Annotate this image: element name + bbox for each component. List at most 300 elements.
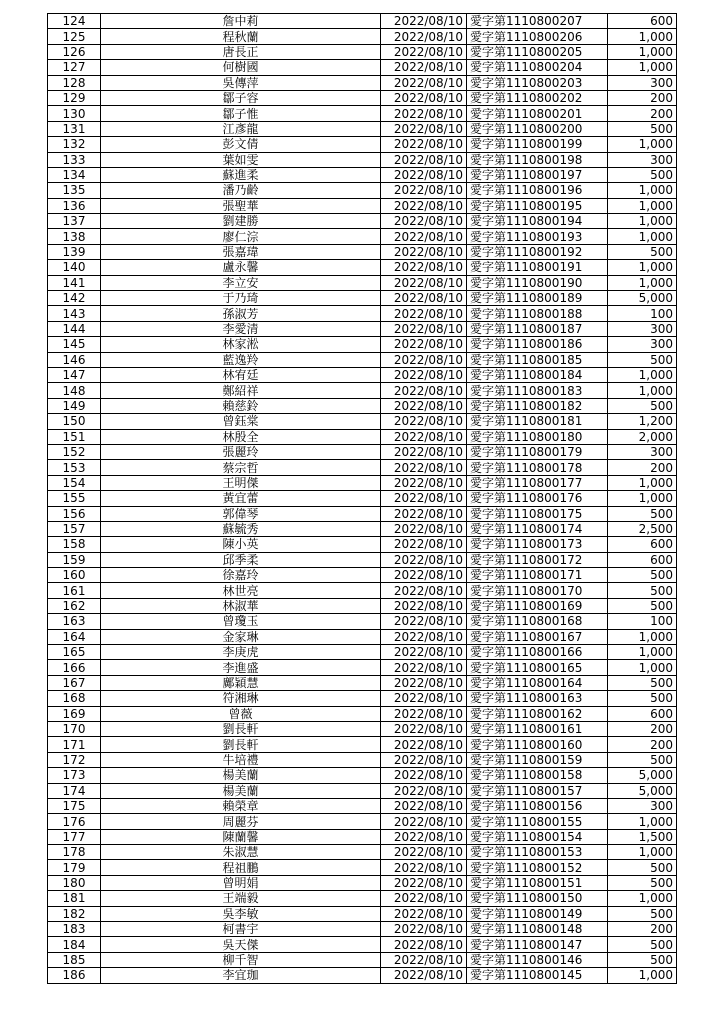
table-row [48, 121, 677, 136]
table-row [48, 214, 677, 229]
donor-name-cell: 符湘琳 [101, 691, 381, 706]
receipt-number-cell: 愛字第1110800172 [467, 552, 608, 567]
serial-number-cell: 128 [48, 75, 101, 90]
donor-name-cell: 潘乃齡 [101, 183, 381, 198]
donor-name-cell: 張聖華 [101, 198, 381, 213]
table-row [48, 875, 677, 890]
receipt-number-cell: 愛字第1110800180 [467, 429, 608, 444]
serial-number-cell: 163 [48, 614, 101, 629]
donation-date-cell: 2022/08/10 [381, 521, 467, 536]
table-row [48, 460, 677, 475]
receipt-number-cell: 愛字第1110800194 [467, 214, 608, 229]
amount-cell: 1,000 [608, 660, 677, 675]
donor-name-cell: 楊美蘭 [101, 768, 381, 783]
amount-cell: 1,000 [608, 44, 677, 59]
donation-date-cell: 2022/08/10 [381, 214, 467, 229]
donor-name-cell: 張麗玲 [101, 444, 381, 459]
amount-cell: 600 [608, 552, 677, 567]
donor-name-cell: 賴慈鈴 [101, 398, 381, 413]
receipt-number-cell: 愛字第1110800191 [467, 260, 608, 275]
receipt-number-cell: 愛字第1110800162 [467, 706, 608, 721]
donor-name-cell: 郭偉琴 [101, 506, 381, 521]
table-row [48, 783, 677, 798]
receipt-number-cell: 愛字第1110800197 [467, 167, 608, 182]
serial-number-cell: 167 [48, 675, 101, 690]
donor-name-cell: 吳天傑 [101, 937, 381, 952]
amount-cell: 500 [608, 598, 677, 613]
donor-name-cell: 詹中莉 [101, 14, 381, 29]
amount-cell: 100 [608, 306, 677, 321]
donation-date-cell: 2022/08/10 [381, 598, 467, 613]
receipt-number-cell: 愛字第1110800178 [467, 460, 608, 475]
serial-number-cell: 164 [48, 629, 101, 644]
donor-name-cell: 邱季柔 [101, 552, 381, 567]
amount-cell: 1,000 [608, 229, 677, 244]
receipt-number-cell: 愛字第1110800151 [467, 875, 608, 890]
serial-number-cell: 133 [48, 152, 101, 167]
serial-number-cell: 151 [48, 429, 101, 444]
amount-cell: 1,000 [608, 137, 677, 152]
amount-cell: 600 [608, 537, 677, 552]
table-row [48, 568, 677, 583]
donation-date-cell: 2022/08/10 [381, 291, 467, 306]
serial-number-cell: 136 [48, 198, 101, 213]
donor-name-cell: 陳蘭馨 [101, 829, 381, 844]
table-row [48, 106, 677, 121]
receipt-number-cell: 愛字第1110800149 [467, 906, 608, 921]
serial-number-cell: 170 [48, 721, 101, 736]
donation-date-cell: 2022/08/10 [381, 44, 467, 59]
table-row [48, 291, 677, 306]
receipt-number-cell: 愛字第1110800145 [467, 968, 608, 983]
donor-name-cell: 李宜珈 [101, 968, 381, 983]
amount-cell: 300 [608, 75, 677, 90]
amount-cell: 1,000 [608, 198, 677, 213]
receipt-number-cell: 愛字第1110800205 [467, 44, 608, 59]
serial-number-cell: 173 [48, 768, 101, 783]
donor-name-cell: 柳千智 [101, 952, 381, 967]
table-row [48, 152, 677, 167]
donation-date-cell: 2022/08/10 [381, 645, 467, 660]
receipt-number-cell: 愛字第1110800192 [467, 244, 608, 259]
donation-date-cell: 2022/08/10 [381, 29, 467, 44]
donor-name-cell: 楊美蘭 [101, 783, 381, 798]
donor-name-cell: 江彥龍 [101, 121, 381, 136]
donation-date-cell: 2022/08/10 [381, 629, 467, 644]
donation-date-cell: 2022/08/10 [381, 891, 467, 906]
serial-number-cell: 141 [48, 275, 101, 290]
amount-cell: 500 [608, 398, 677, 413]
receipt-number-cell: 愛字第1110800196 [467, 183, 608, 198]
receipt-number-cell: 愛字第1110800185 [467, 352, 608, 367]
receipt-number-cell: 愛字第1110800184 [467, 367, 608, 382]
amount-cell: 100 [608, 614, 677, 629]
serial-number-cell: 183 [48, 922, 101, 937]
donor-name-cell: 李立安 [101, 275, 381, 290]
table-row [48, 306, 677, 321]
amount-cell: 500 [608, 352, 677, 367]
receipt-number-cell: 愛字第1110800204 [467, 60, 608, 75]
donation-date-cell: 2022/08/10 [381, 137, 467, 152]
donation-date-cell: 2022/08/10 [381, 537, 467, 552]
donor-name-cell: 蔡宗哲 [101, 460, 381, 475]
amount-cell: 1,000 [608, 383, 677, 398]
donation-date-cell: 2022/08/10 [381, 106, 467, 121]
receipt-number-cell: 愛字第1110800206 [467, 29, 608, 44]
serial-number-cell: 157 [48, 521, 101, 536]
donation-date-cell: 2022/08/10 [381, 614, 467, 629]
amount-cell: 1,000 [608, 968, 677, 983]
receipt-number-cell: 愛字第1110800146 [467, 952, 608, 967]
table-row [48, 414, 677, 429]
donor-name-cell: 鄺穎慧 [101, 675, 381, 690]
receipt-number-cell: 愛字第1110800200 [467, 121, 608, 136]
receipt-number-cell: 愛字第1110800177 [467, 475, 608, 490]
receipt-number-cell: 愛字第1110800155 [467, 814, 608, 829]
amount-cell: 300 [608, 444, 677, 459]
donor-name-cell: 程祖鵬 [101, 860, 381, 875]
table-row [48, 583, 677, 598]
donation-date-cell: 2022/08/10 [381, 552, 467, 567]
serial-number-cell: 169 [48, 706, 101, 721]
amount-cell: 500 [608, 937, 677, 952]
donor-name-cell: 柯書宇 [101, 922, 381, 937]
table-row [48, 90, 677, 105]
amount-cell: 5,000 [608, 783, 677, 798]
table-row [48, 814, 677, 829]
table-row [48, 537, 677, 552]
donation-date-cell: 2022/08/10 [381, 60, 467, 75]
serial-number-cell: 156 [48, 506, 101, 521]
serial-number-cell: 140 [48, 260, 101, 275]
serial-number-cell: 171 [48, 737, 101, 752]
receipt-number-cell: 愛字第1110800166 [467, 645, 608, 660]
donation-date-cell: 2022/08/10 [381, 568, 467, 583]
serial-number-cell: 148 [48, 383, 101, 398]
donation-date-cell: 2022/08/10 [381, 367, 467, 382]
serial-number-cell: 144 [48, 321, 101, 336]
serial-number-cell: 127 [48, 60, 101, 75]
serial-number-cell: 137 [48, 214, 101, 229]
serial-number-cell: 152 [48, 444, 101, 459]
table-row [48, 891, 677, 906]
amount-cell: 1,000 [608, 645, 677, 660]
amount-cell: 1,000 [608, 183, 677, 198]
donor-name-cell: 林家淞 [101, 337, 381, 352]
receipt-number-cell: 愛字第1110800154 [467, 829, 608, 844]
serial-number-cell: 185 [48, 952, 101, 967]
receipt-number-cell: 愛字第1110800152 [467, 860, 608, 875]
donor-name-cell: 林宥廷 [101, 367, 381, 382]
amount-cell: 1,000 [608, 491, 677, 506]
donation-date-cell: 2022/08/10 [381, 660, 467, 675]
receipt-number-cell: 愛字第1110800160 [467, 737, 608, 752]
donor-name-cell: 張嘉瑋 [101, 244, 381, 259]
table-row [48, 706, 677, 721]
table-row [48, 845, 677, 860]
serial-number-cell: 154 [48, 475, 101, 490]
serial-number-cell: 182 [48, 906, 101, 921]
donor-name-cell: 黃宜蕾 [101, 491, 381, 506]
serial-number-cell: 174 [48, 783, 101, 798]
amount-cell: 500 [608, 875, 677, 890]
donation-date-cell: 2022/08/10 [381, 429, 467, 444]
amount-cell: 1,200 [608, 414, 677, 429]
table-row [48, 352, 677, 367]
receipt-number-cell: 愛字第1110800183 [467, 383, 608, 398]
donor-name-cell: 吳李敏 [101, 906, 381, 921]
serial-number-cell: 158 [48, 537, 101, 552]
donation-date-cell: 2022/08/10 [381, 244, 467, 259]
serial-number-cell: 139 [48, 244, 101, 259]
table-row [48, 829, 677, 844]
donation-date-cell: 2022/08/10 [381, 798, 467, 813]
receipt-number-cell: 愛字第1110800179 [467, 444, 608, 459]
amount-cell: 200 [608, 922, 677, 937]
amount-cell: 500 [608, 675, 677, 690]
donation-date-cell: 2022/08/10 [381, 768, 467, 783]
amount-cell: 300 [608, 337, 677, 352]
donation-date-cell: 2022/08/10 [381, 306, 467, 321]
donor-name-cell: 李進盛 [101, 660, 381, 675]
donation-date-cell: 2022/08/10 [381, 383, 467, 398]
donor-name-cell: 盧永馨 [101, 260, 381, 275]
serial-number-cell: 147 [48, 367, 101, 382]
receipt-number-cell: 愛字第1110800168 [467, 614, 608, 629]
donation-date-cell: 2022/08/10 [381, 675, 467, 690]
table-row [48, 244, 677, 259]
receipt-number-cell: 愛字第1110800158 [467, 768, 608, 783]
amount-cell: 1,000 [608, 29, 677, 44]
table-row [48, 275, 677, 290]
table-row [48, 521, 677, 536]
table-row [48, 552, 677, 567]
serial-number-cell: 146 [48, 352, 101, 367]
amount-cell: 500 [608, 583, 677, 598]
table-row [48, 721, 677, 736]
serial-number-cell: 131 [48, 121, 101, 136]
amount-cell: 500 [608, 568, 677, 583]
table-row [48, 198, 677, 213]
amount-cell: 1,500 [608, 829, 677, 844]
donation-date-cell: 2022/08/10 [381, 460, 467, 475]
table-row [48, 475, 677, 490]
receipt-number-cell: 愛字第1110800164 [467, 675, 608, 690]
table-row [48, 337, 677, 352]
donation-date-cell: 2022/08/10 [381, 814, 467, 829]
table-body [48, 14, 677, 984]
amount-cell: 200 [608, 90, 677, 105]
receipt-number-cell: 愛字第1110800163 [467, 691, 608, 706]
table-row [48, 491, 677, 506]
donor-name-cell: 曾鈺棠 [101, 414, 381, 429]
serial-number-cell: 142 [48, 291, 101, 306]
table-row [48, 29, 677, 44]
serial-number-cell: 172 [48, 752, 101, 767]
donation-table [47, 13, 677, 984]
donor-name-cell: 林殷全 [101, 429, 381, 444]
donation-ledger [47, 13, 676, 984]
donor-name-cell: 朱淑慧 [101, 845, 381, 860]
serial-number-cell: 165 [48, 645, 101, 660]
serial-number-cell: 181 [48, 891, 101, 906]
receipt-number-cell: 愛字第1110800174 [467, 521, 608, 536]
table-row [48, 183, 677, 198]
donor-name-cell: 周麗芬 [101, 814, 381, 829]
donor-name-cell: 曾瓊玉 [101, 614, 381, 629]
receipt-number-cell: 愛字第1110800159 [467, 752, 608, 767]
serial-number-cell: 150 [48, 414, 101, 429]
amount-cell: 500 [608, 506, 677, 521]
receipt-number-cell: 愛字第1110800189 [467, 291, 608, 306]
donor-name-cell: 劉長軒 [101, 721, 381, 736]
serial-number-cell: 124 [48, 14, 101, 29]
donation-date-cell: 2022/08/10 [381, 321, 467, 336]
donation-date-cell: 2022/08/10 [381, 845, 467, 860]
receipt-number-cell: 愛字第1110800195 [467, 198, 608, 213]
amount-cell: 200 [608, 737, 677, 752]
donor-name-cell: 蘇進柔 [101, 167, 381, 182]
donor-name-cell: 劉長軒 [101, 737, 381, 752]
receipt-number-cell: 愛字第1110800187 [467, 321, 608, 336]
table-row [48, 675, 677, 690]
amount-cell: 500 [608, 121, 677, 136]
donation-date-cell: 2022/08/10 [381, 398, 467, 413]
serial-number-cell: 168 [48, 691, 101, 706]
donation-date-cell: 2022/08/10 [381, 491, 467, 506]
donation-date-cell: 2022/08/10 [381, 260, 467, 275]
serial-number-cell: 153 [48, 460, 101, 475]
table-row [48, 260, 677, 275]
serial-number-cell: 175 [48, 798, 101, 813]
serial-number-cell: 149 [48, 398, 101, 413]
amount-cell: 1,000 [608, 260, 677, 275]
receipt-number-cell: 愛字第1110800198 [467, 152, 608, 167]
donation-date-cell: 2022/08/10 [381, 706, 467, 721]
serial-number-cell: 161 [48, 583, 101, 598]
table-row [48, 506, 677, 521]
serial-number-cell: 177 [48, 829, 101, 844]
amount-cell: 300 [608, 152, 677, 167]
serial-number-cell: 135 [48, 183, 101, 198]
receipt-number-cell: 愛字第1110800203 [467, 75, 608, 90]
donor-name-cell: 李庚虎 [101, 645, 381, 660]
table-row [48, 629, 677, 644]
amount-cell: 500 [608, 952, 677, 967]
amount-cell: 500 [608, 752, 677, 767]
table-row [48, 645, 677, 660]
table-row [48, 229, 677, 244]
table-row [48, 968, 677, 983]
donation-date-cell: 2022/08/10 [381, 475, 467, 490]
receipt-number-cell: 愛字第1110800156 [467, 798, 608, 813]
donation-date-cell: 2022/08/10 [381, 783, 467, 798]
donation-date-cell: 2022/08/10 [381, 952, 467, 967]
receipt-number-cell: 愛字第1110800176 [467, 491, 608, 506]
table-row [48, 798, 677, 813]
donation-date-cell: 2022/08/10 [381, 737, 467, 752]
receipt-number-cell: 愛字第1110800202 [467, 90, 608, 105]
receipt-number-cell: 愛字第1110800186 [467, 337, 608, 352]
amount-cell: 1,000 [608, 814, 677, 829]
receipt-number-cell: 愛字第1110800148 [467, 922, 608, 937]
receipt-number-cell: 愛字第1110800201 [467, 106, 608, 121]
amount-cell: 600 [608, 706, 677, 721]
amount-cell: 1,000 [608, 475, 677, 490]
donation-date-cell: 2022/08/10 [381, 90, 467, 105]
donor-name-cell: 彭文倩 [101, 137, 381, 152]
table-row [48, 321, 677, 336]
donor-name-cell: 蘇毓秀 [101, 521, 381, 536]
serial-number-cell: 134 [48, 167, 101, 182]
amount-cell: 2,000 [608, 429, 677, 444]
donation-date-cell: 2022/08/10 [381, 860, 467, 875]
donor-name-cell: 孫淑芳 [101, 306, 381, 321]
amount-cell: 1,000 [608, 891, 677, 906]
donor-name-cell: 王明傑 [101, 475, 381, 490]
table-row [48, 952, 677, 967]
donor-name-cell: 廖仁淙 [101, 229, 381, 244]
donor-name-cell: 曾薇 [101, 706, 381, 721]
donation-date-cell: 2022/08/10 [381, 229, 467, 244]
serial-number-cell: 178 [48, 845, 101, 860]
donation-date-cell: 2022/08/10 [381, 337, 467, 352]
donor-name-cell: 金家琳 [101, 629, 381, 644]
donor-name-cell: 吳傳萍 [101, 75, 381, 90]
receipt-number-cell: 愛字第1110800153 [467, 845, 608, 860]
amount-cell: 600 [608, 14, 677, 29]
table-row [48, 444, 677, 459]
table-row [48, 137, 677, 152]
serial-number-cell: 184 [48, 937, 101, 952]
table-row [48, 383, 677, 398]
receipt-number-cell: 愛字第1110800165 [467, 660, 608, 675]
donation-date-cell: 2022/08/10 [381, 937, 467, 952]
donation-date-cell: 2022/08/10 [381, 121, 467, 136]
donation-date-cell: 2022/08/10 [381, 906, 467, 921]
donor-name-cell: 林世亮 [101, 583, 381, 598]
donation-date-cell: 2022/08/10 [381, 352, 467, 367]
donor-name-cell: 葉如雯 [101, 152, 381, 167]
donation-date-cell: 2022/08/10 [381, 183, 467, 198]
donor-name-cell: 鄭紹祥 [101, 383, 381, 398]
table-row [48, 737, 677, 752]
table-row [48, 44, 677, 59]
serial-number-cell: 129 [48, 90, 101, 105]
donation-date-cell: 2022/08/10 [381, 444, 467, 459]
table-row [48, 691, 677, 706]
donor-name-cell: 林淑華 [101, 598, 381, 613]
donation-date-cell: 2022/08/10 [381, 691, 467, 706]
amount-cell: 1,000 [608, 214, 677, 229]
donor-name-cell: 劉建勝 [101, 214, 381, 229]
serial-number-cell: 180 [48, 875, 101, 890]
serial-number-cell: 145 [48, 337, 101, 352]
donor-name-cell: 于乃琦 [101, 291, 381, 306]
table-row [48, 660, 677, 675]
table-row [48, 768, 677, 783]
donor-name-cell: 程秋蘭 [101, 29, 381, 44]
donation-date-cell: 2022/08/10 [381, 875, 467, 890]
donation-date-cell: 2022/08/10 [381, 829, 467, 844]
donation-date-cell: 2022/08/10 [381, 414, 467, 429]
amount-cell: 200 [608, 721, 677, 736]
serial-number-cell: 179 [48, 860, 101, 875]
donation-date-cell: 2022/08/10 [381, 752, 467, 767]
donation-date-cell: 2022/08/10 [381, 152, 467, 167]
table-row [48, 14, 677, 29]
table-row [48, 167, 677, 182]
